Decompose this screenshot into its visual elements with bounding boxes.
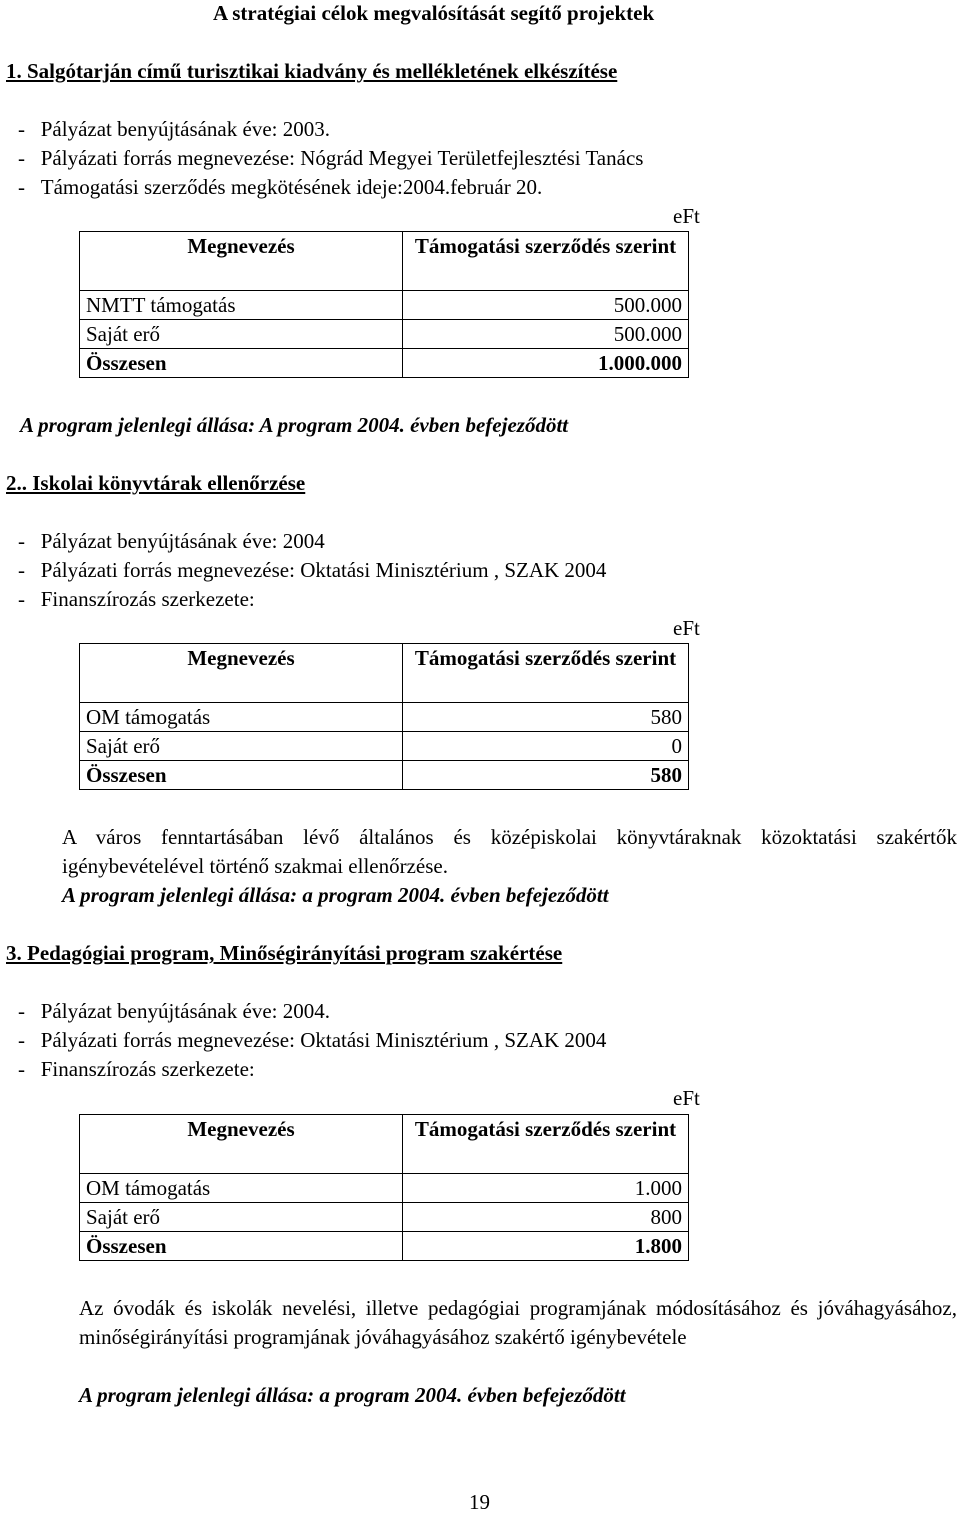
row-value: 1.000.000 — [403, 349, 689, 378]
row-label: Saját erő — [80, 320, 403, 349]
table-header-row — [80, 1115, 689, 1174]
page-number: 19 — [469, 1490, 490, 1514]
table-row — [80, 732, 689, 761]
header-value: Támogatási szerződés szerint — [403, 232, 689, 291]
row-label: Összesen — [80, 761, 403, 790]
project-2-bullet-2: - Pályázati forrás megnevezése: Oktatási Minisztérium , SZAK 2004 — [18, 558, 607, 582]
project-3-bullet-1: - Pályázat benyújtásának éve: 2004. — [18, 999, 330, 1023]
table-row — [80, 320, 689, 349]
project-2-description: A város fenntartásában lévő általános és középiskolai könyvtáraknak közoktatási szakértők igénybevételével történő szakmai ellenőrzése. — [62, 825, 957, 878]
row-value: 1.800 — [403, 1232, 689, 1261]
project-2-status: A program jelenlegi állása: a program 2004. évben befejeződött — [62, 883, 609, 907]
row-value: 800 — [403, 1203, 689, 1232]
project-3-bullet-3: - Finanszírozás szerkezete: — [18, 1057, 255, 1081]
project-1-bullet-1: - Pályázat benyújtásának éve: 2003. — [18, 117, 330, 141]
project-1-status: A program jelenlegi állása: A program 2004. évben befejeződött — [20, 413, 569, 437]
row-label: Összesen — [80, 349, 403, 378]
table-row — [80, 1174, 689, 1203]
header-value: Támogatási szerződés szerint — [403, 644, 689, 703]
table-row-total — [80, 761, 689, 790]
project-2-unit-label: eFt — [673, 616, 700, 640]
header-name: Megnevezés — [80, 1115, 403, 1174]
project-1-unit-label: eFt — [673, 204, 700, 228]
row-label: OM támogatás — [80, 1174, 403, 1203]
row-label: NMTT támogatás — [80, 291, 403, 320]
project-1-bullet-3: - Támogatási szerződés megkötésének ideje:2004.február 20. — [18, 175, 543, 199]
project-3-title: 3. Pedagógiai program, Minőségirányítási program szakértése — [6, 941, 563, 965]
project-2-title: 2.. Iskolai könyvtárak ellenőrzése — [6, 471, 306, 495]
row-value: 500.000 — [403, 291, 689, 320]
table-row-total — [80, 1232, 689, 1261]
table-row-total — [80, 349, 689, 378]
row-label: Saját erő — [80, 732, 403, 761]
project-3-finance-table — [79, 1114, 689, 1261]
page-title: A stratégiai célok megvalósítását segítő projektek — [213, 1, 655, 25]
project-3-bullet-2: - Pályázati forrás megnevezése: Oktatási Minisztérium , SZAK 2004 — [18, 1028, 607, 1052]
row-value: 1.000 — [403, 1174, 689, 1203]
table-row — [80, 291, 689, 320]
header-value: Támogatási szerződés szerint — [403, 1115, 689, 1174]
row-label: OM támogatás — [80, 703, 403, 732]
project-2-bullet-1: - Pályázat benyújtásának éve: 2004 — [18, 529, 325, 553]
table-header-row — [80, 232, 689, 291]
project-1-bullet-2: - Pályázati forrás megnevezése: Nógrád Megyei Területfejlesztési Tanács — [18, 146, 644, 170]
header-name: Megnevezés — [80, 644, 403, 703]
table-row — [80, 703, 689, 732]
row-value: 0 — [403, 732, 689, 761]
row-label: Összesen — [80, 1232, 403, 1261]
table-row — [80, 1203, 689, 1232]
project-3-description: Az óvodák és iskolák nevelési, illetve pedagógiai programjának módosításához és jóváhagyásához, minőségirányítási programjának jóváhagyásához szakértő igénybevétele — [79, 1296, 957, 1349]
header-name: Megnevezés — [80, 232, 403, 291]
row-label: Saját erő — [80, 1203, 403, 1232]
project-1-title: 1. Salgótarján című turisztikai kiadvány és mellékletének elkészítése — [6, 59, 618, 83]
table-header-row — [80, 644, 689, 703]
project-3-status: A program jelenlegi állása: a program 2004. évben befejeződött — [79, 1383, 626, 1407]
project-2-bullet-3: - Finanszírozás szerkezete: — [18, 587, 255, 611]
project-3-unit-label: eFt — [673, 1086, 700, 1110]
row-value: 500.000 — [403, 320, 689, 349]
row-value: 580 — [403, 761, 689, 790]
project-2-finance-table — [79, 643, 689, 790]
project-1-finance-table — [79, 231, 689, 378]
row-value: 580 — [403, 703, 689, 732]
